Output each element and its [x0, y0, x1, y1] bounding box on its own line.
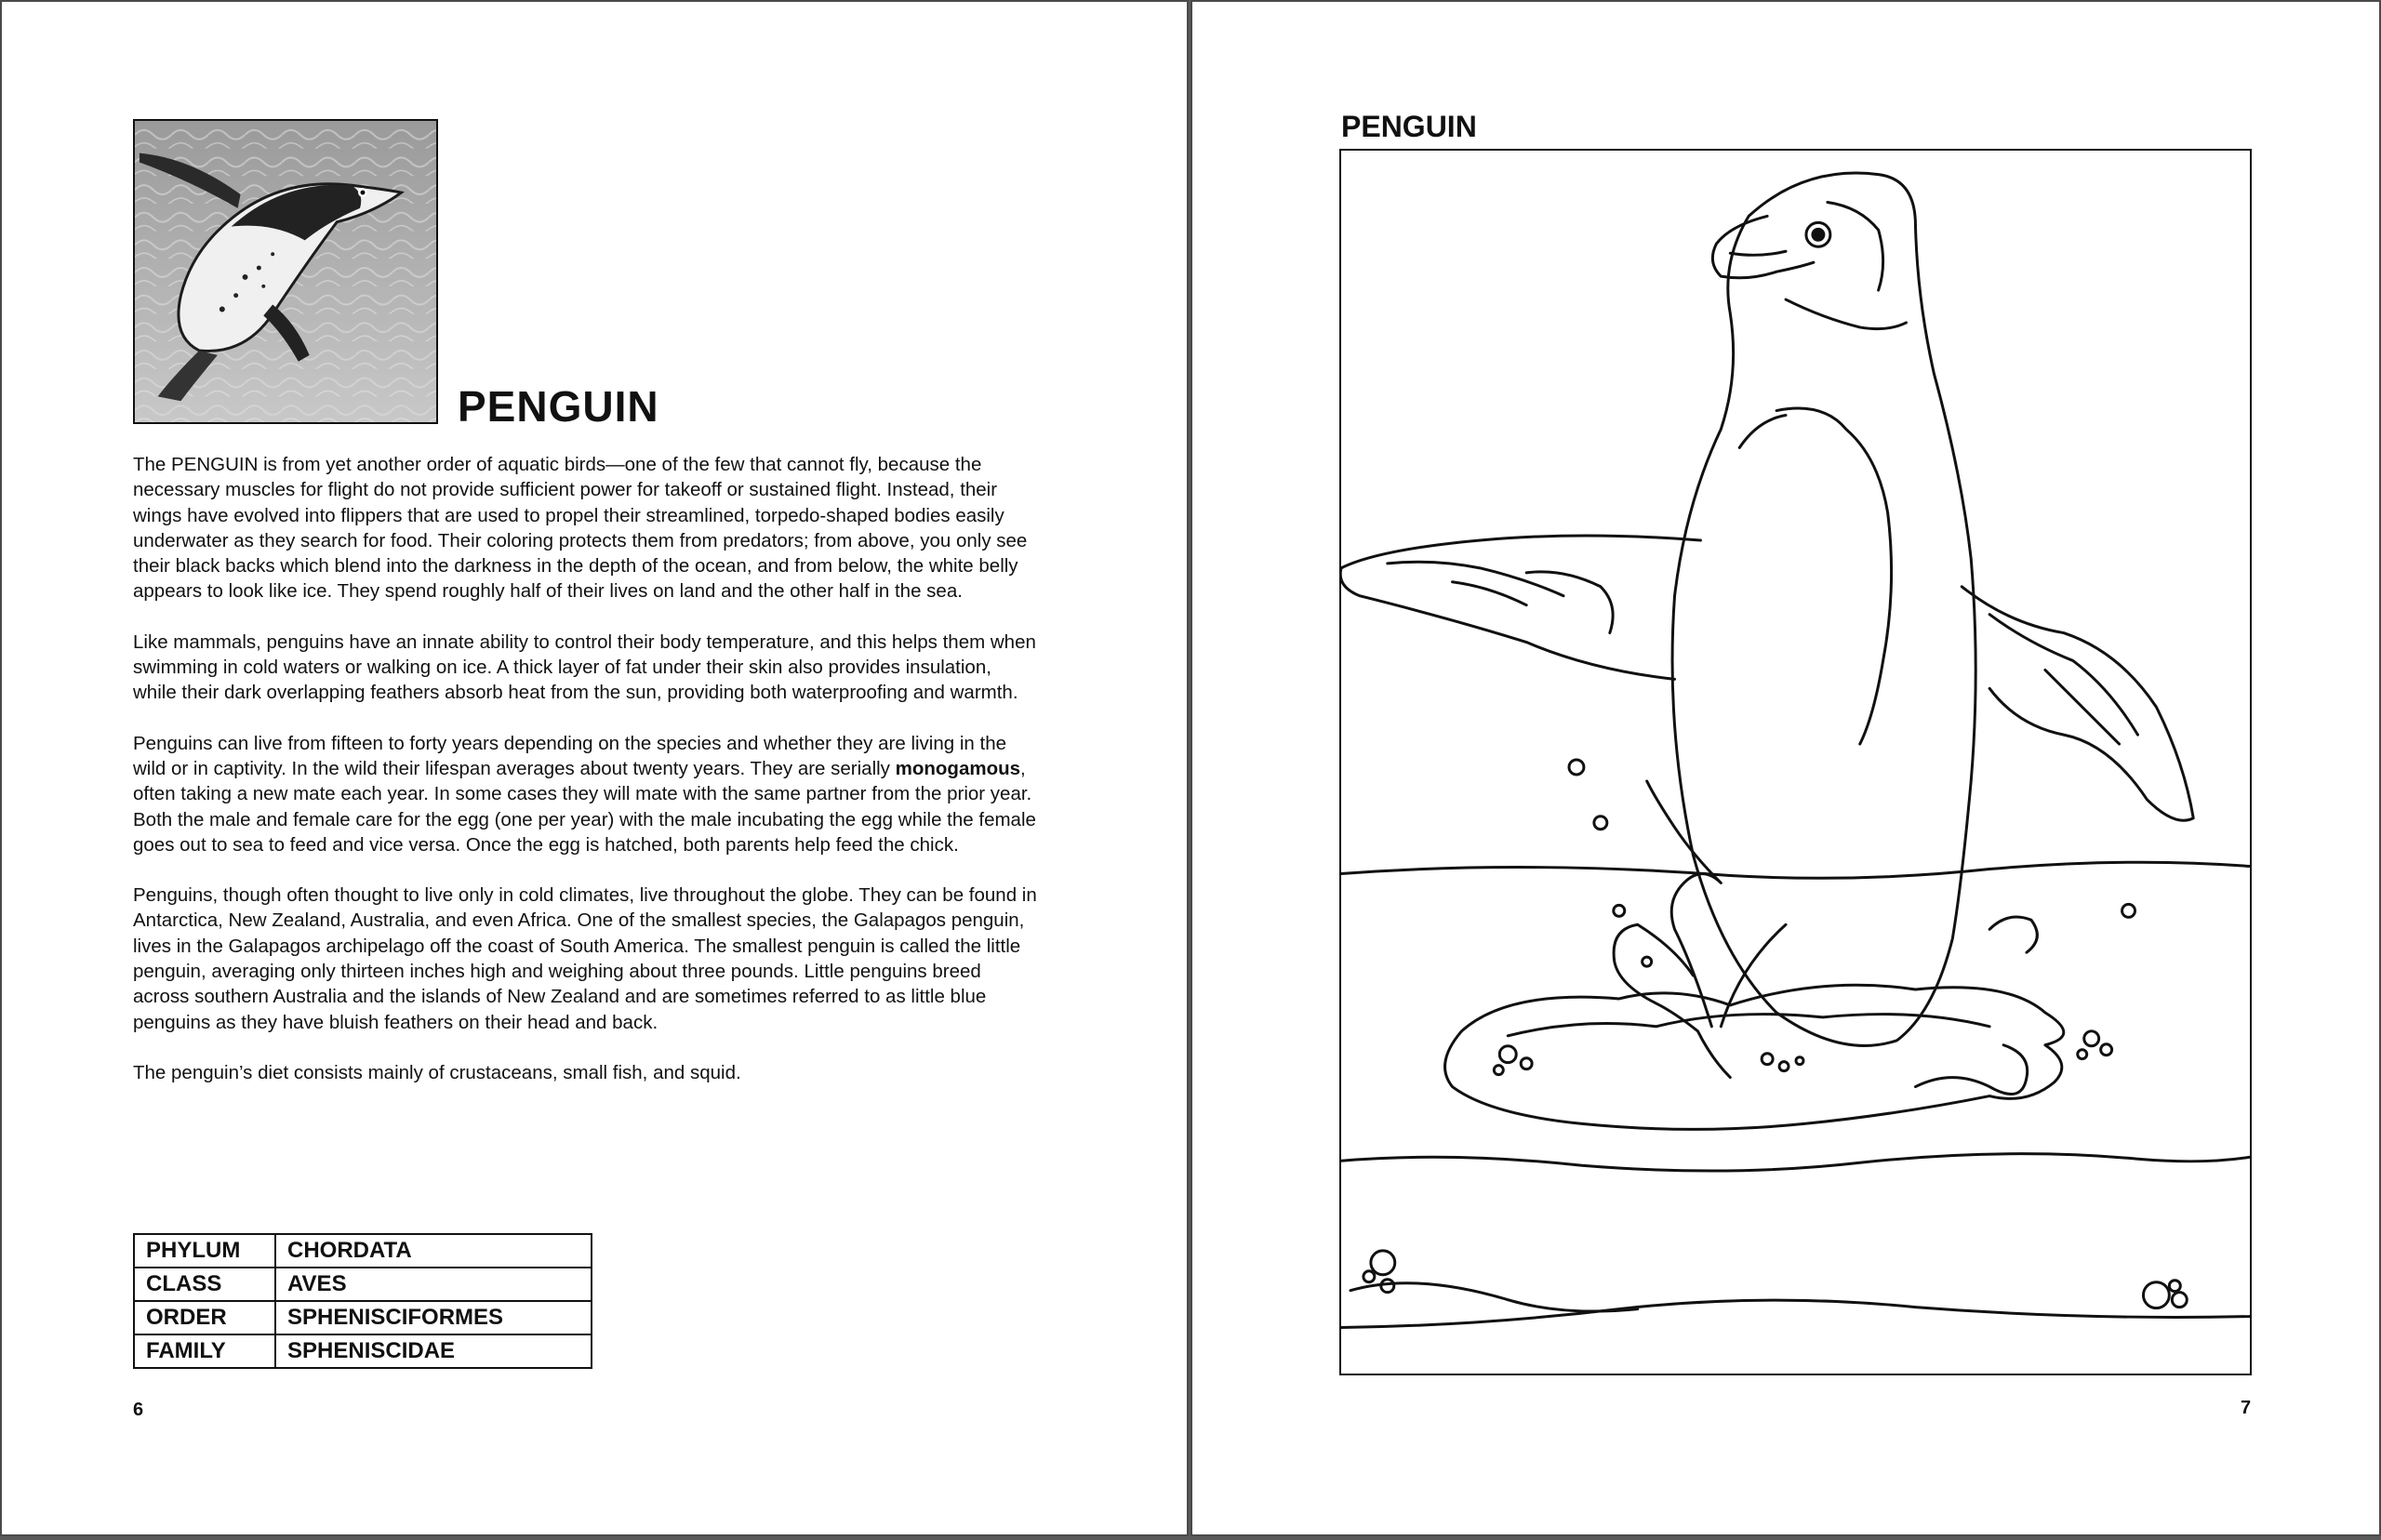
paragraph-diet: The penguin’s diet consists mainly of crustaceans, small fish, and squid.	[133, 1061, 741, 1083]
taxonomy-rank: FAMILY	[134, 1334, 275, 1368]
paragraph-temperature: Like mammals, penguins have an innate ability to control their body temperature, and this helps them when swimming in cold waters or walking on ice. A thick layer of fat under their skin also provides insulation, while their dark overlapping feathers absorb heat from the sun, providing both waterproofing and warmth.	[133, 631, 1036, 704]
article-body	[133, 452, 1040, 1110]
splash-drop	[1569, 760, 1584, 775]
table-row	[134, 1268, 592, 1301]
penguin-line-art	[1341, 151, 2250, 1374]
penguin-photo	[133, 119, 438, 424]
taxonomy-table	[133, 1233, 592, 1369]
taxonomy-value: SPHENISCIFORMES	[275, 1301, 592, 1334]
penguin-photo-image	[135, 121, 436, 422]
page-title: PENGUIN	[458, 382, 659, 431]
lifespan-text-start: Penguins can live from fifteen to forty years depending on the species and whether they are living in the wild or in captivity. In the wild their lifespan averages about twenty years. They are serially	[133, 732, 1007, 779]
penguin-pupil	[1813, 229, 1824, 240]
splash-drop	[2122, 904, 2135, 917]
table-row	[134, 1234, 592, 1268]
taxonomy-value: AVES	[275, 1268, 592, 1301]
water-line	[1341, 862, 2250, 878]
splash-pool	[1445, 985, 2064, 1129]
left-page	[0, 0, 1189, 1536]
coloring-illustration	[1339, 149, 2252, 1375]
flipper-pattern	[1388, 562, 1613, 632]
penguin-beak	[1712, 216, 1814, 277]
term-monogamous: monogamous	[895, 757, 1021, 779]
left-flipper	[1341, 536, 1700, 679]
water-line	[1341, 1300, 2250, 1327]
splash-drop	[1594, 816, 1607, 830]
coloring-title: PENGUIN	[1341, 110, 1477, 143]
paragraph-intro: The PENGUIN is from yet another order of aquatic birds—one of the few that cannot fly, because the necessary muscles for flight do not provide sufficient power for takeoff or sustained flight. Instead, their wings have evolved into flippers that are used to propel their streamlined, torpedo-shaped bodies easily underwater as they search for food. Their coloring protects them from predators; from above, you only see their black backs which blend into the darkness in the depth of the ocean, and from below, the white belly appears to look like ice. They spend roughly half of their lives on land and the other half in the sea.	[133, 454, 1028, 603]
taxonomy-rank: ORDER	[134, 1301, 275, 1334]
table-row	[134, 1301, 592, 1334]
paragraph-habitat: Penguins, though often thought to live only in cold climates, live throughout the globe. They can be found in Antarctica, New Zealand, Australia, and even Africa. One of the smallest species, the Galapagos penguin, lives in the Galapagos archipelago off the coast of South America. The smallest penguin is called the little penguin, averaging only thirteen inches high and weighing about three pounds. Little penguins breed across southern Australia and the islands of New Zealand and are sometimes referred to as little blue penguins as they have bluish feathers on their head and back.	[133, 884, 1037, 1033]
splash-ripple	[1508, 1015, 1989, 1036]
beak-line	[1730, 251, 1786, 255]
taxonomy-rank: CLASS	[134, 1268, 275, 1301]
penguin-body	[1672, 173, 1975, 1045]
taxonomy-value: SPHENISCIDAE	[275, 1334, 592, 1368]
lifespan-text-end: , often taking a new mate each year. In some cases they will mate with the same partner from the prior year. Both the male and female care for the egg (one per year) with the male incubating the egg while the female goes out to sea to feed and vice versa. Once the egg is hatched, both parents help feed the chick.	[133, 757, 1036, 856]
taxonomy-value: CHORDATA	[275, 1234, 592, 1268]
right-foot	[1915, 1045, 2027, 1095]
page-number-right: 7	[2241, 1398, 2252, 1418]
page-number-left: 6	[133, 1400, 144, 1420]
splash-drop	[1643, 957, 1652, 966]
taxonomy-rank: PHYLUM	[134, 1234, 275, 1268]
splash-drop	[1614, 905, 1625, 916]
penguin-markings	[1739, 408, 1891, 744]
table-row	[134, 1334, 592, 1368]
paragraph-lifespan	[133, 731, 1040, 857]
water-line	[1341, 1154, 2250, 1171]
